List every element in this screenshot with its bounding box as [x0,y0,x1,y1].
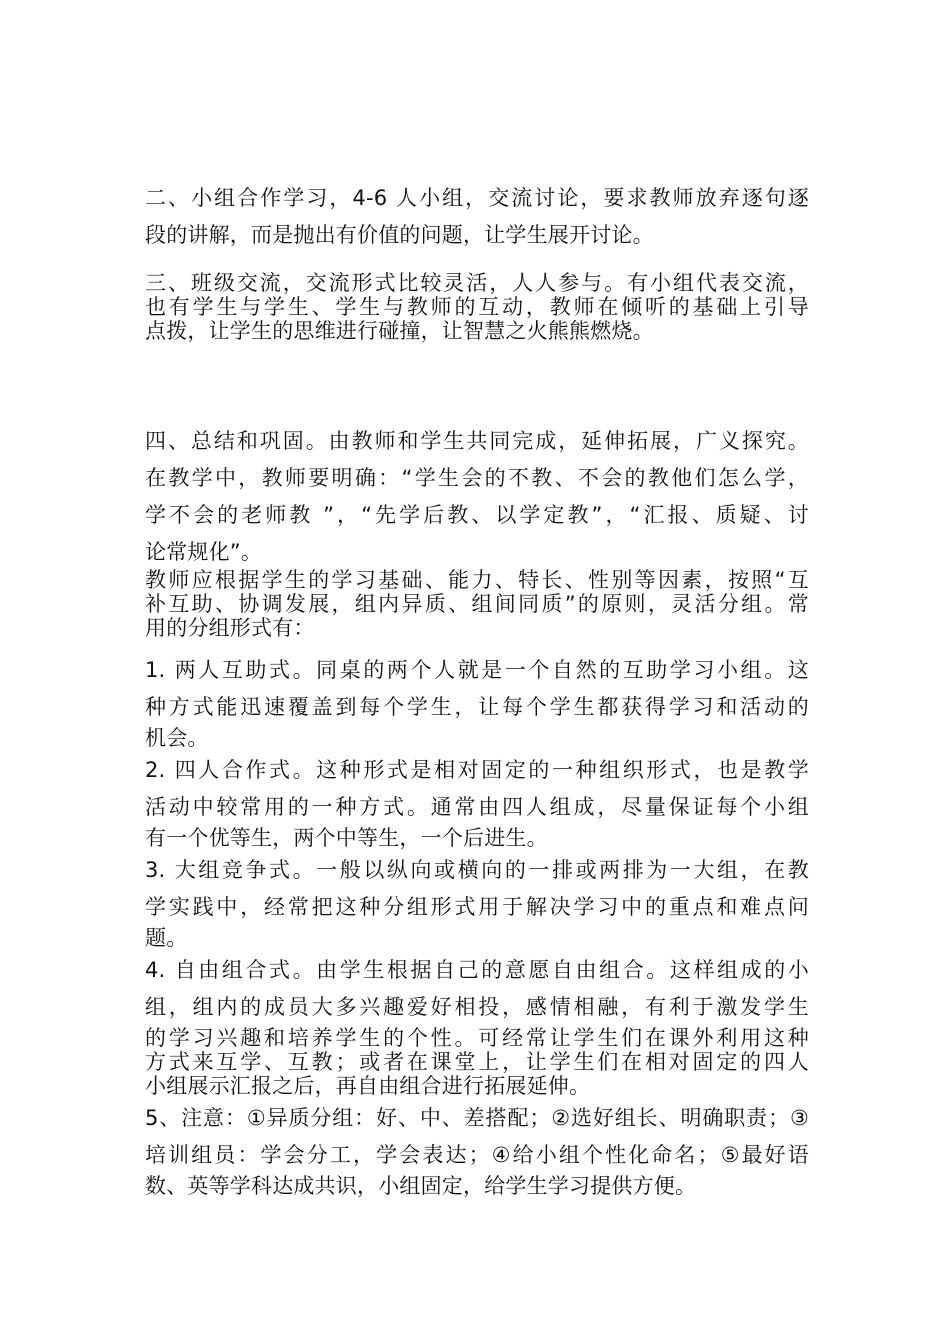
text-line: 机会。 [145,726,209,750]
text-line: 5、注意：①异质分组：好、中、差搭配；②选好组长、明确职责；③ [145,1106,809,1130]
text-line: 补互助、协调发展，组内异质、组间同质”的原则，灵活分组。常 [145,592,809,616]
paragraph-summary [145,423,809,571]
text-line: 学实践中，经常把这种分组形式用于解决学习中的重点和难点问 [145,895,809,919]
text-line: 1. 两人互助式。同桌的两个人就是一个自然的互助学习小组。这 [145,658,809,682]
text-line: 小组展示汇报之后，再自由组合进行拓展延伸。 [145,1074,591,1098]
text-line: 学不会的老师教 ”，“先学后教、以学定教”，“汇报、质疑、讨 [145,503,809,527]
text-line: 论常规化”。 [145,540,263,564]
text-line: 二、小组合作学习，4-6 人小组，交流讨论，要求教师放弃逐句逐 [145,186,809,210]
text-line: 活动中较常用的一种方式。通常由四人组成，尽量保证每个小组 [145,795,809,819]
paragraph-large-group-mode [145,852,809,950]
text-line: 的学习兴趣和培养学生的个性。可经常让学生们在课外利用这种 [145,1026,809,1050]
text-line: 段的讲解，而是抛出有价值的问题，让学生展开讨论。 [145,223,654,247]
text-line: 4. 自由组合式。由学生根据自己的意愿自由组合。这样组成的小 [145,958,809,982]
paragraph-grouping-principle [145,568,809,640]
paragraph-notes [145,1100,809,1198]
paragraph-free-combination-mode [145,952,809,1098]
text-line: 三、班级交流，交流形式比较灵活，人人参与。有小组代表交流， [145,271,809,295]
text-line: 3. 大组竞争式。一般以纵向或横向的一排或两排为一大组，在教 [145,858,809,882]
text-line: 种方式能迅速覆盖到每个学生，让每个学生都获得学习和活动的 [145,695,809,719]
paragraph-group-study [145,180,809,254]
text-line: 也有学生与学生、学生与教师的互动，教师在倾听的基础上引导 [145,295,809,319]
text-line: 方式来互学、互教；或者在课堂上，让学生们在相对固定的四人 [145,1050,809,1074]
text-line: 教师应根据学生的学习基础、能力、特长、性别等因素，按照“互 [145,568,809,592]
text-line: 用的分组形式有： [145,616,315,640]
text-line: 培训组员：学会分工，学会表达；④给小组个性化命名；⑤最好语 [145,1143,809,1167]
text-line: 数、英等学科达成共识，小组固定，给学生学习提供方便。 [145,1174,697,1198]
text-line: 2. 四人合作式。这种形式是相对固定的一种组织形式，也是教学 [145,758,809,782]
text-line: 有一个优等生，两个中等生，一个后进生。 [145,826,548,850]
paragraph-pair-mode [145,652,809,750]
text-line: 在教学中，教师要明确：“学生会的不教、不会的教他们怎么学， [145,466,809,490]
text-line: 题。 [145,926,188,950]
text-line: 组，组内的成员大多兴趣爱好相投，感情相融，有利于激发学生 [145,995,809,1019]
text-line: 四、总结和巩固。由教师和学生共同完成，延伸拓展，广义探究。 [145,429,809,453]
paragraph-four-person-mode [145,752,809,850]
paragraph-class-exchange [145,271,809,343]
text-line: 点拨，让学生的思维进行碰撞，让智慧之火熊熊燃烧。 [145,319,654,343]
